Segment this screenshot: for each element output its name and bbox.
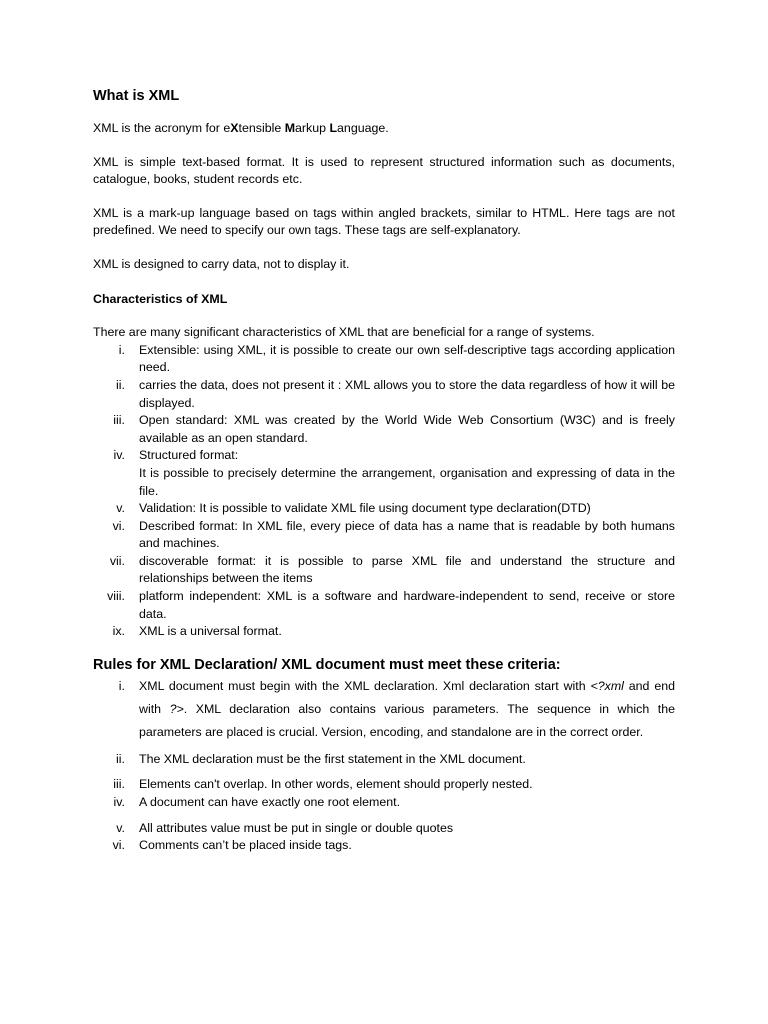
list-item: ix. XML is a universal format. [112,624,282,639]
list-item: ii. carries the data, does not present it : XML allows you to store the data regardless of how it will be displayed. [116,377,675,410]
list-item: v. All attributes value must be put in single or double quotes [116,820,454,835]
list-item: i. XML document must begin with the XML declaration. Xml declaration start with <?xml and end with ?>. XML declaration also contains various parameters. The sequence in which the parameters are placed is crucial. Version, encoding, and standalone are in the correct order. [118,678,675,739]
rules-list [93,675,675,855]
list-item: vi. Comments can’t be placed inside tags. [112,838,352,853]
paragraph-markup: XML is a mark-up language based on tags within angled brackets, similar to HTML. Here tags are not predefined. We need to specify our own tags. These tags are self-explanatory. [93,205,675,238]
paragraph-format: XML is simple text-based format. It is used to represent structured information such as documents, catalogue, books, student records etc. [93,154,675,187]
list-item: vii. discoverable format: it is possible to parse XML file and understand the structure and relationships between the items [109,553,675,586]
acronym-paragraph: XML is the acronym for eXtensible Markup Language. [93,121,389,135]
list-item: ii. The XML declaration must be the first statement in the XML document. [116,751,526,766]
characteristics-intro: There are many significant characteristics of XML that are beneficial for a range of systems. [93,325,595,340]
characteristics-list [93,342,675,641]
list-item: iii. Open standard: XML was created by the World Wide Web Consortium (W3C) and is freely available as an open standard. [113,413,675,445]
document-page [93,86,675,855]
list-item: viii. platform independent: XML is a software and hardware-independent to send, receive or store data. [107,589,675,621]
list-item: iii. Elements can't overlap. In other words, element should properly nested. [113,777,533,792]
list-item: i. Extensible: using XML, it is possible to create our own self-descriptive tags according application need. [118,342,675,375]
list-item: v. Validation: It is possible to validate XML file using document type declaration(DTD) [116,501,591,516]
paragraph-purpose: XML is designed to carry data, not to display it. [93,256,350,271]
page-title: What is XML [93,88,180,104]
rules-heading: Rules for XML Declaration/ XML document must meet these criteria: [93,656,561,673]
characteristics-heading: Characteristics of XML [93,291,228,306]
list-item: iv. Structured format: It is possible to precisely determine the arrangement, organisation and expressing of data in the file. [113,448,675,498]
list-item: iv. A document can have exactly one root element. [113,795,401,810]
list-item: vi. Described format: In XML file, every piece of data has a name that is readable by both humans and machines. [112,518,675,551]
